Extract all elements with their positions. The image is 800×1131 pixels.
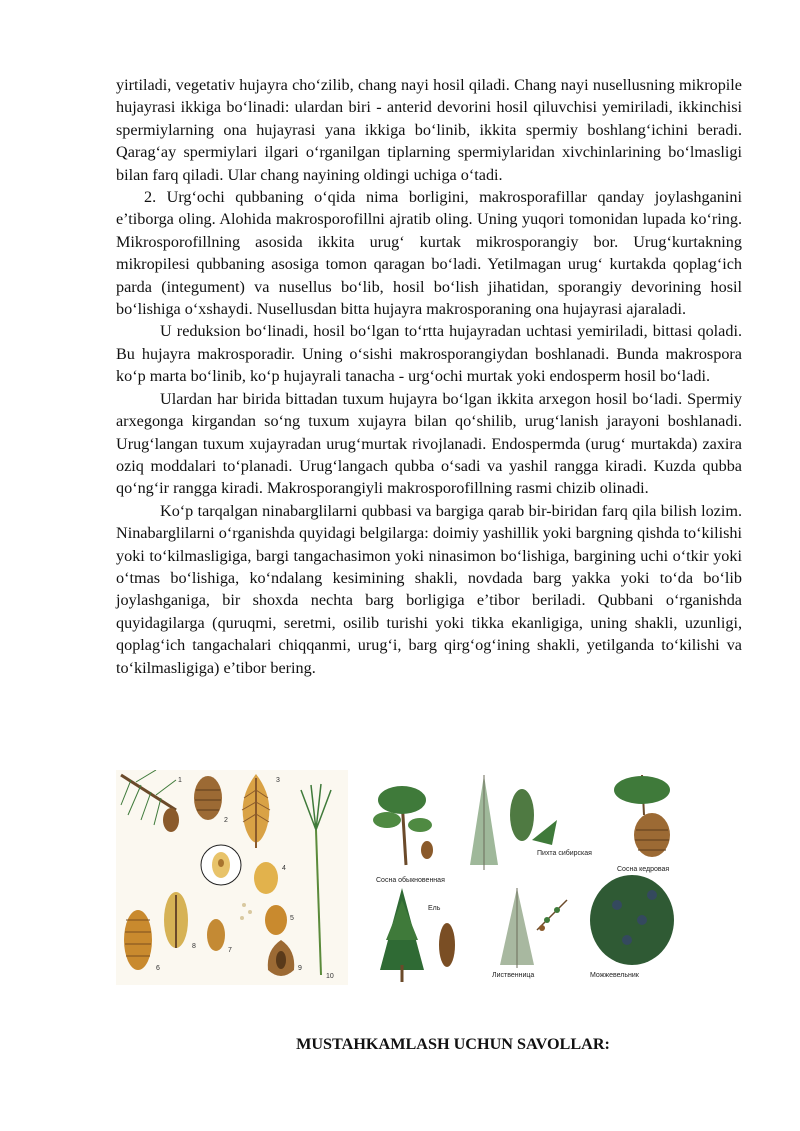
cone-icon	[194, 776, 222, 820]
species-caption: Сосна кедровая	[617, 866, 670, 873]
cone-section-icon	[164, 892, 188, 948]
figure-number: 3	[276, 777, 280, 784]
juniper-icon	[590, 875, 674, 965]
species-caption: Пихта сибирская	[537, 850, 592, 857]
section-heading	[0, 1035, 800, 1054]
figure-cone-development	[116, 770, 348, 985]
species-caption: Ель	[428, 905, 441, 912]
figure-conifer-species	[372, 770, 682, 985]
magnified-scale-icon	[201, 845, 241, 885]
figure-number: 6	[156, 965, 160, 972]
paragraph-3: U reduksion bo‘linadi, hosil bo‘lgan to‘rtta hujayradan uchtasi yemiriladi, bittasi qoladi. Bu hujayra makrosporadir. Uning o‘sishi makrosporangiydan boshlanadi. Bunda makrospora ko‘p marta bo‘linib, ko‘p hujayrali tanacha - urg‘ochi murtak yoki endosperm hosil bo‘ladi.	[116, 322, 742, 386]
pollen-icon	[242, 903, 246, 907]
figure-number: 5	[290, 915, 294, 922]
paragraph-1: yirtiladi, vegetativ hujayra cho‘zilib, chang nayi hosil qiladi. Chang nayi nusellusning mikropile hujayrasi ikkiga bo‘linadi: ulardan biri - anterid devorini hosil qiluvchisi yemiriladi, ikkinchisi spermiylarning ona hujayrasi yana ikkiga bo‘linib, ikkita spermiy boshlang‘ichini beradi. Qarag‘ay spermiylari ilgari o‘rganilgan tiplarning spermiylaridan xivchinlarining bo‘lmasligi bilan farq qiladi. Ular chang nayining oldingi uchiga o‘tadi.	[116, 76, 742, 184]
seed-icon	[207, 919, 225, 951]
scale-icon	[254, 862, 278, 894]
pollen-icon	[248, 910, 252, 914]
conifer-species-illustration	[372, 770, 682, 985]
figure-number: 9	[298, 965, 302, 972]
cone-development-illustration	[116, 770, 348, 985]
figure-number: 10	[326, 973, 334, 980]
heading-text: MUSTAHKAMLASH UCHUN SAVOLLAR:	[296, 1035, 610, 1053]
cone-icon	[265, 905, 287, 935]
figure-number: 2	[224, 817, 228, 824]
figure-number: 4	[282, 865, 286, 872]
figure-number: 7	[228, 947, 232, 954]
body-text	[116, 74, 742, 679]
species-caption: Можжевельник	[590, 972, 639, 979]
pollen-icon	[240, 916, 244, 920]
paragraph-4: Ulardan har birida bittadan tuxum hujayra bo‘lgan ikkita arxegon hosil bo‘ladi. Spermiy arxegonga kirgandan so‘ng tuxum xujayra bilan qo‘shilib, urug‘lanish jarayoni boshlanadi. Urug‘langan tuxum xujayradan urug‘murtak rivojlanadi. Endospermda (urug‘ murtakda) zaxira oziq moddalari to‘planadi. Urug‘langach qubba o‘sadi va yashil rangga kiradi. Kuzda qubba qo‘ng‘ir rangga kiradi. Makrosporangiyli makrosporofillning rasmi chizib olinadi.	[116, 389, 742, 498]
paragraph-5: Ko‘p tarqalgan ninabarglilarni qubbasi va bargiga qarab bir-biridan farq qila bilish lozim. Ninabarglilarni o‘rganishda quyidagi belgilarga: doimiy yashillik yoki bargning qishda to‘kilishi yoki to‘kilmasligiga, bargi tangachasimon yoki ninasimon bo‘lishiga, bargining uchi o‘tkir yoki o‘tmas bo‘lishiga, ko‘ndalang kesimining shakli, novdada barg yakka yoki to‘da bo‘lib joylashganiga, bir shoxda nechta barg borligiga e’tibor beriladi. Qubbani o‘rganishda quyidagilarga (quruqmi, seretmi, osilib turishi yoki tikka ekanligiga, uning shakli, uzunligi, qoplag‘ich tangachalari chiqqanmi, urug‘i, barg qirg‘og‘ining shakli, yetilganda to‘kilishi va to‘kilmasligiga) e’tibor bering.	[116, 501, 742, 677]
species-caption: Лиственница	[492, 972, 535, 979]
cone-icon	[124, 910, 152, 970]
paragraph-2: 2. Urg‘ochi qubbaning o‘qida nima borligini, makrosporafillar qanday joylashganini e’tiborga oling. Alohida makrosporofillni ajratib oling. Uning yuqori tomonidan lupada ko‘ring. Mikrosporofillning asosida ikkita urug‘ kurtak mikrosporangiy bor. Urug‘kurtakning mikropilesi qubbaning asosiga tomon qaragan bo‘ladi. Yetilmagan urug‘ kurtakda qoplag‘ich parda (integument) va nusellus bo‘lib, hosil bo‘lish jihatidan, sporangiy devorining hosil bo‘lishiga o‘xshaydi. Nusellusdan bitta hujayra makrosporaning ona hujayrasi ajaraladi.	[116, 188, 742, 319]
species-caption: Сосна обыкновенная	[376, 877, 445, 884]
figure-number: 1	[178, 777, 182, 784]
figure-number: 8	[192, 943, 196, 950]
